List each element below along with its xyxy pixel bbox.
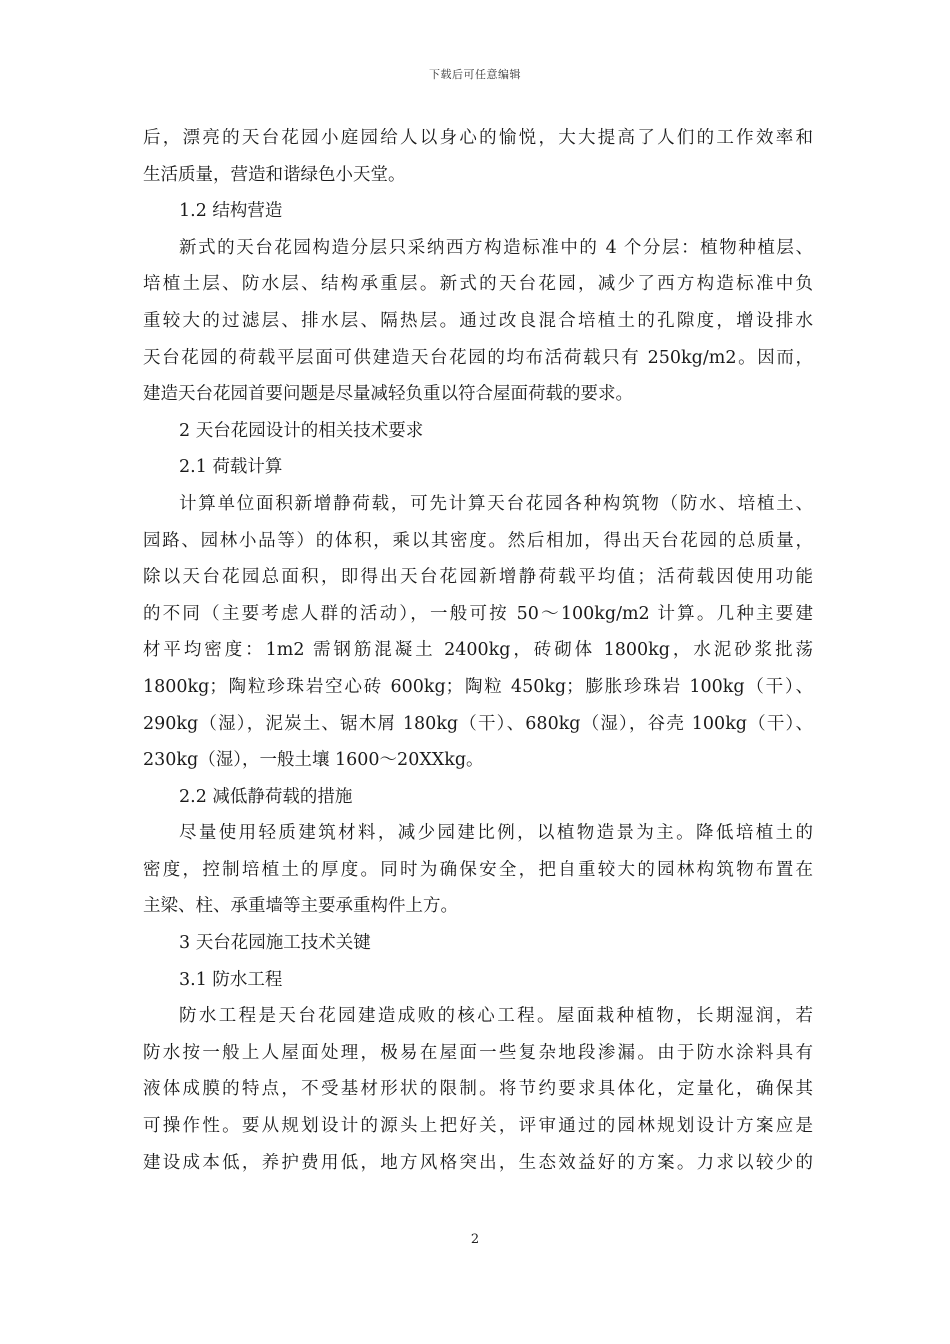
page-header: 下载后可任意编辑: [429, 68, 521, 81]
paragraph-line: 后，漂亮的天台花园小庭园给人以身心的愉悦，大大提高了人们的工作效率和: [143, 128, 813, 148]
paragraph-line: 主梁、柱、承重墙等主要承重构件上方。: [143, 896, 458, 917]
page-number: 2: [470, 1232, 480, 1247]
paragraph-line: 290kg（湿），泥炭土、锯木屑 180kg（干）、680kg（湿），谷壳 100kg（干）、: [143, 713, 813, 734]
paragraph-line: 的不同（主要考虑人群的活动），一般可按 50～100kg/m2 计算。几种主要建: [143, 603, 813, 624]
paragraph-line: 230kg（湿），一般土壤 1600～20XXkg。: [143, 750, 484, 771]
paragraph-line: 防水工程是天台花园建造成败的核心工程。屋面栽种植物，长期湿润，若: [179, 1006, 813, 1027]
paragraph-line: 尽量使用轻质建筑材料，减少园建比例，以植物造景为主。降低培植土的: [179, 823, 813, 844]
paragraph-line: 新式的天台花园构造分层只采纳西方构造标准中的 4 个分层：植物种植层、: [179, 237, 813, 258]
paragraph-line: 材平均密度：1m2 需钢筋混凝土 2400kg，砖砌体 1800kg，水泥砂浆批荡: [143, 640, 813, 661]
document-body: [143, 120, 813, 1181]
section-heading: 3.1 防水工程: [179, 969, 283, 990]
paragraph-line: 可操作性。要从规划设计的源头上把好关，评审通过的园林规划设计方案应是: [143, 1116, 813, 1137]
paragraph-line: 液体成膜的特点，不受基材形状的限制。将节约要求具体化，定量化，确保其: [143, 1079, 813, 1100]
paragraph-line: 园路、园林小品等）的体积，乘以其密度。然后相加，得出天台花园的总质量，: [143, 530, 813, 551]
paragraph-line: 生活质量，营造和谐绿色小天堂。: [143, 164, 406, 185]
section-heading: 1.2 结构营造: [179, 201, 283, 222]
paragraph-line: 1800kg；陶粒珍珠岩空心砖 600kg；陶粒 450kg；膨胀珍珠岩 100kg（干）、: [143, 676, 813, 697]
section-heading: 2 天台花园设计的相关技术要求: [179, 420, 424, 441]
paragraph-line: 除以天台花园总面积，即得出天台花园新增静荷载平均值；活荷载因使用功能: [143, 567, 813, 588]
paragraph-line: 计算单位面积新增静荷载，可先计算天台花园各种构筑物（防水、培植土、: [179, 493, 813, 514]
section-heading: 2.2 减低静荷载的措施: [179, 786, 353, 807]
paragraph-line: 防水按一般上人屋面处理，极易在屋面一些复杂地段渗漏。由于防水涂料具有: [143, 1042, 813, 1063]
section-heading: 3 天台花园施工技术关键: [179, 933, 371, 954]
section-heading: 2.1 荷载计算: [179, 457, 283, 478]
paragraph-line: 重较大的过滤层、排水层、隔热层。通过改良混合培植土的孔隙度，增设排水: [143, 310, 813, 331]
paragraph-line: 培植土层、防水层、结构承重层。新式的天台花园，减少了西方构造标准中负: [143, 274, 813, 295]
paragraph-line: 天台花园的荷载平层面可供建造天台花园的均布活荷载只有 250kg/m2。因而，: [143, 347, 813, 368]
paragraph-line: 建造天台花园首要问题是尽量减轻负重以符合屋面荷载的要求。: [143, 384, 633, 405]
paragraph-line: 密度，控制培植土的厚度。同时为确保安全，把自重较大的园林构筑物布置在: [143, 859, 813, 880]
paragraph-line: 建设成本低，养护费用低，地方风格突出，生态效益好的方案。力求以较少的: [143, 1152, 813, 1173]
